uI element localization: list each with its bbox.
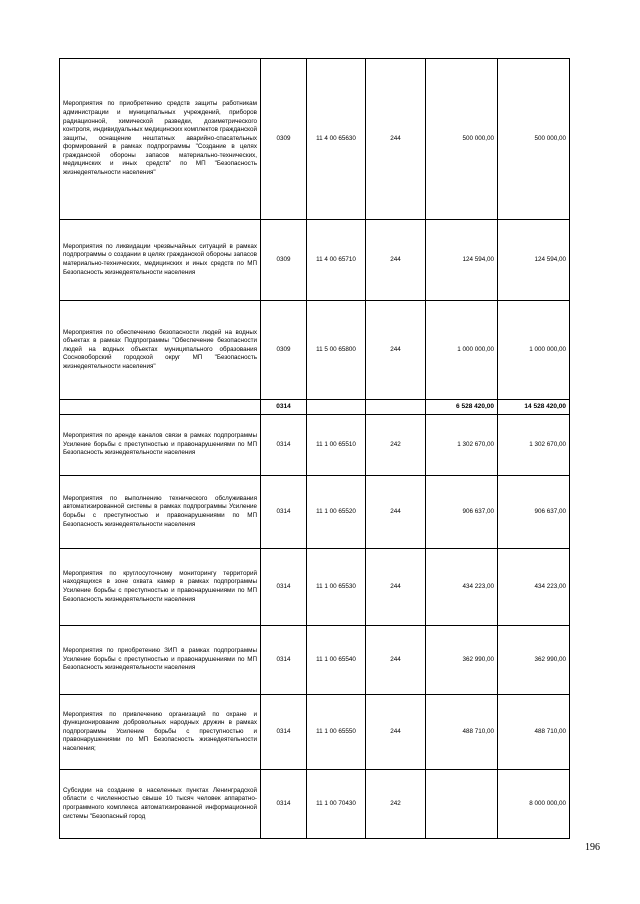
row-description: Мероприятия по аренде каналов связи в рамках подпрограммы Усиление борьбы с преступностью и правонарушениями по МП Безопасность жизнедеятельности населения (60, 415, 261, 476)
expense-type-code: 242 (366, 415, 426, 476)
section-code: 0314 (261, 770, 307, 839)
amount-first: 906 637,00 (426, 476, 498, 549)
amount-first: 6 528 420,00 (426, 400, 498, 415)
row-description: Мероприятия по ликвидации чрезвычайных ситуаций в рамках подпрограммы о создании в целях гражданской обороны запасов материально-технических, медицинских и иных средств по МП Безопасность жизнедеятельности населения (60, 220, 261, 301)
amount-second: 906 637,00 (498, 476, 570, 549)
section-code: 0309 (261, 220, 307, 301)
amount-second: 434 223,00 (498, 549, 570, 626)
table-row (60, 626, 570, 695)
target-article-code: 11 5 00 65800 (307, 301, 366, 400)
expense-type-code: 244 (366, 626, 426, 695)
target-article-code: 11 1 00 65530 (307, 549, 366, 626)
amount-first: 434 223,00 (426, 549, 498, 626)
amount-second: 124 594,00 (498, 220, 570, 301)
budget-table (59, 58, 570, 839)
section-code: 0309 (261, 301, 307, 400)
amount-first: 500 000,00 (426, 59, 498, 220)
amount-first: 1 000 000,00 (426, 301, 498, 400)
section-code: 0309 (261, 59, 307, 220)
row-description: Субсидии на создание в населенных пунктах Ленинградской области с численностью свыше 10 тысяч человек аппаратно-программного комплекса автоматизированной информационной системы "Безопасный город (60, 770, 261, 839)
expense-type-code: 244 (366, 220, 426, 301)
section-code: 0314 (261, 695, 307, 770)
amount-first: 1 302 670,00 (426, 415, 498, 476)
expense-type-code: 244 (366, 695, 426, 770)
amount-second: 500 000,00 (498, 59, 570, 220)
table-row (60, 415, 570, 476)
amount-second: 1 000 000,00 (498, 301, 570, 400)
table-row (60, 770, 570, 839)
row-description (60, 400, 261, 415)
budget-table-body (60, 59, 570, 839)
amount-second: 14 528 420,00 (498, 400, 570, 415)
table-row (60, 220, 570, 301)
table-row (60, 59, 570, 220)
section-code: 0314 (261, 415, 307, 476)
target-article-code: 11 4 00 65710 (307, 220, 366, 301)
row-description: Мероприятия по приобретению средств защиты работникам администрации и муниципальных учреждений, приборов радиационной, химической разведки, дозиметрического контроля, индивидуальных медицинских комплектов гражданской защиты, оснащение нештатных аварийно-спасательных формирований в рамках подпрограммы "Создание в целях гражданской обороны запасов материально-технических, медицинских и иных средств" по МП "Безопасность жизнедеятельности населения" (60, 59, 261, 220)
expense-type-code: 244 (366, 59, 426, 220)
amount-second: 8 000 000,00 (498, 770, 570, 839)
table-row (60, 476, 570, 549)
amount-second: 1 302 670,00 (498, 415, 570, 476)
page-number: 196 (585, 842, 600, 853)
section-code: 0314 (261, 476, 307, 549)
row-description: Мероприятия по выполнению технического обслуживания автоматизированной системы в рамках подпрограммы Усиление борьбы с преступностью и правонарушениями по МП Безопасность жизнедеятельности населения (60, 476, 261, 549)
target-article-code (307, 400, 366, 415)
target-article-code: 11 4 00 65630 (307, 59, 366, 220)
subtotal-row (60, 400, 570, 415)
amount-second: 362 990,00 (498, 626, 570, 695)
section-code: 0314 (261, 400, 307, 415)
table-row (60, 301, 570, 400)
expense-type-code: 244 (366, 476, 426, 549)
target-article-code: 11 1 00 65550 (307, 695, 366, 770)
amount-first: 124 594,00 (426, 220, 498, 301)
section-code: 0314 (261, 549, 307, 626)
amount-first: 362 990,00 (426, 626, 498, 695)
row-description: Мероприятия по обеспечению безопасности людей на водных объектах в рамках Подпрограммы "Обеспечение безопасности людей на водных объектах муниципального образования Сосновоборский городской округ МП "Безопасность жизнедеятельности населения" (60, 301, 261, 400)
target-article-code: 11 1 00 65520 (307, 476, 366, 549)
section-code: 0314 (261, 626, 307, 695)
target-article-code: 11 1 00 70430 (307, 770, 366, 839)
amount-first: 488 710,00 (426, 695, 498, 770)
expense-type-code: 244 (366, 301, 426, 400)
expense-type-code: 244 (366, 549, 426, 626)
row-description: Мероприятия по приобретению ЗИП в рамках подпрограммы Усиление борьбы с преступностью и правонарушениями по МП Безопасность жизнедеятельности населения (60, 626, 261, 695)
amount-first (426, 770, 498, 839)
table-row (60, 549, 570, 626)
target-article-code: 11 1 00 65540 (307, 626, 366, 695)
table-row (60, 695, 570, 770)
expense-type-code: 242 (366, 770, 426, 839)
row-description: Мероприятия по круглосуточному мониторингу территорий находящихся в зоне охвата камер в рамках подпрограммы Усиление борьбы с преступностью и правонарушениями по МП Безопасность жизнедеятельности населения (60, 549, 261, 626)
target-article-code: 11 1 00 65510 (307, 415, 366, 476)
amount-second: 488 710,00 (498, 695, 570, 770)
row-description: Мероприятия по привлечению организаций по охране и функционирование добровольных народных дружин в рамках подпрограммы Усиление борьбы с преступностью и правонарушениями по МП Безопасность жизнедеятельности населения; (60, 695, 261, 770)
expense-type-code (366, 400, 426, 415)
